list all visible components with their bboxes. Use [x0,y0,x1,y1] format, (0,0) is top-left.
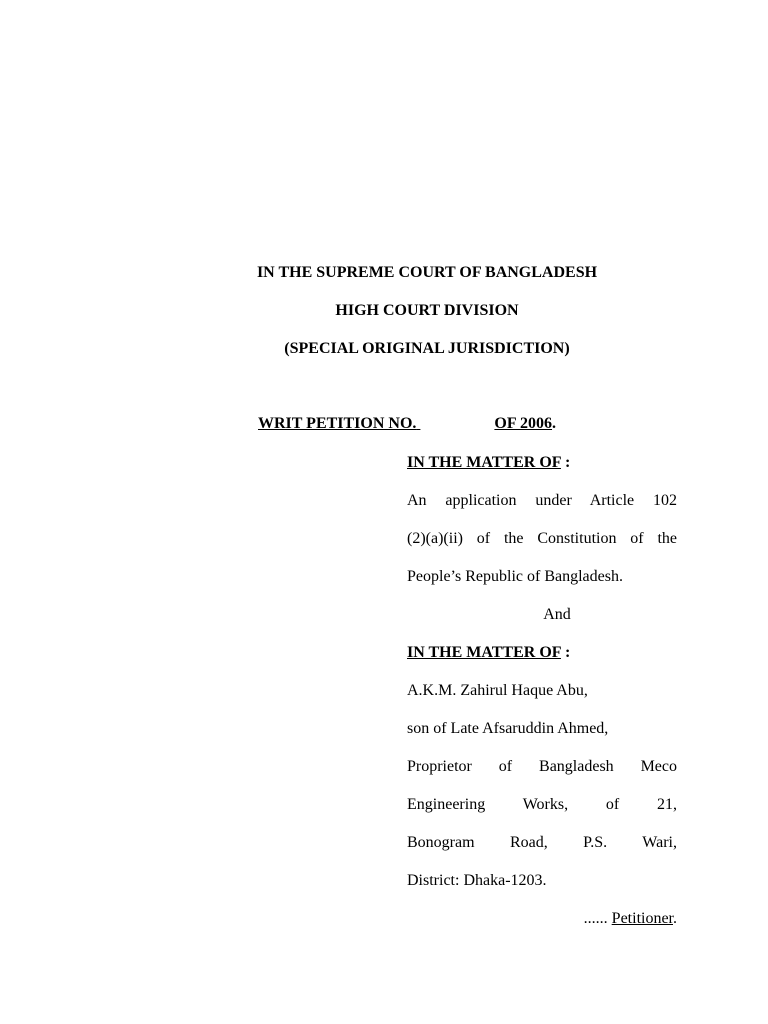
court-title: IN THE SUPREME COURT OF BANGLADESH [256,264,598,281]
court-jurisdiction: (SPECIAL ORIGINAL JURISDICTION) [284,340,570,357]
writ-petition-line [258,414,556,434]
writ-year: OF 2006 [494,415,553,432]
matter-1-line: People’s Republic of Bangladesh. [407,568,623,585]
writ-period: . [552,415,557,432]
matter-heading-1-colon: : [560,454,571,471]
court-division: HIGH COURT DIVISION [335,302,519,319]
matter-heading-2-text: IN THE MATTER OF [407,644,561,661]
matter-heading-1 [407,453,677,473]
matter-1-line: (2)(a)(ii) of the Constitution of the [407,530,677,547]
and-conjunction: And [543,606,571,623]
writ-number-blank [416,414,494,434]
petitioner-period: . [673,910,677,927]
petitioner-detail-line: A.K.M. Zahirul Haque Abu, [407,682,588,699]
petitioner-detail-line: District: Dhaka-1203. [407,872,547,889]
matter-heading-2 [407,643,677,663]
writ-petition-label: WRIT PETITION NO. [258,415,417,432]
matter-heading-1-text: IN THE MATTER OF [407,454,561,471]
petitioner-detail-line: Proprietor of Bangladesh Meco [407,758,677,775]
petitioner-detail-line: son of Late Afsaruddin Ahmed, [407,720,609,737]
petitioner-detail-line: Engineering Works, of 21, [407,796,677,813]
matter-heading-2-colon: : [560,644,571,661]
petitioner-designation [407,909,677,929]
petitioner-label: Petitioner [611,910,673,927]
petitioner-dots: ...... [583,910,608,927]
matter-1-line: An application under Article 102 [407,492,677,509]
petitioner-detail-line: Bonogram Road, P.S. Wari, [407,834,677,851]
